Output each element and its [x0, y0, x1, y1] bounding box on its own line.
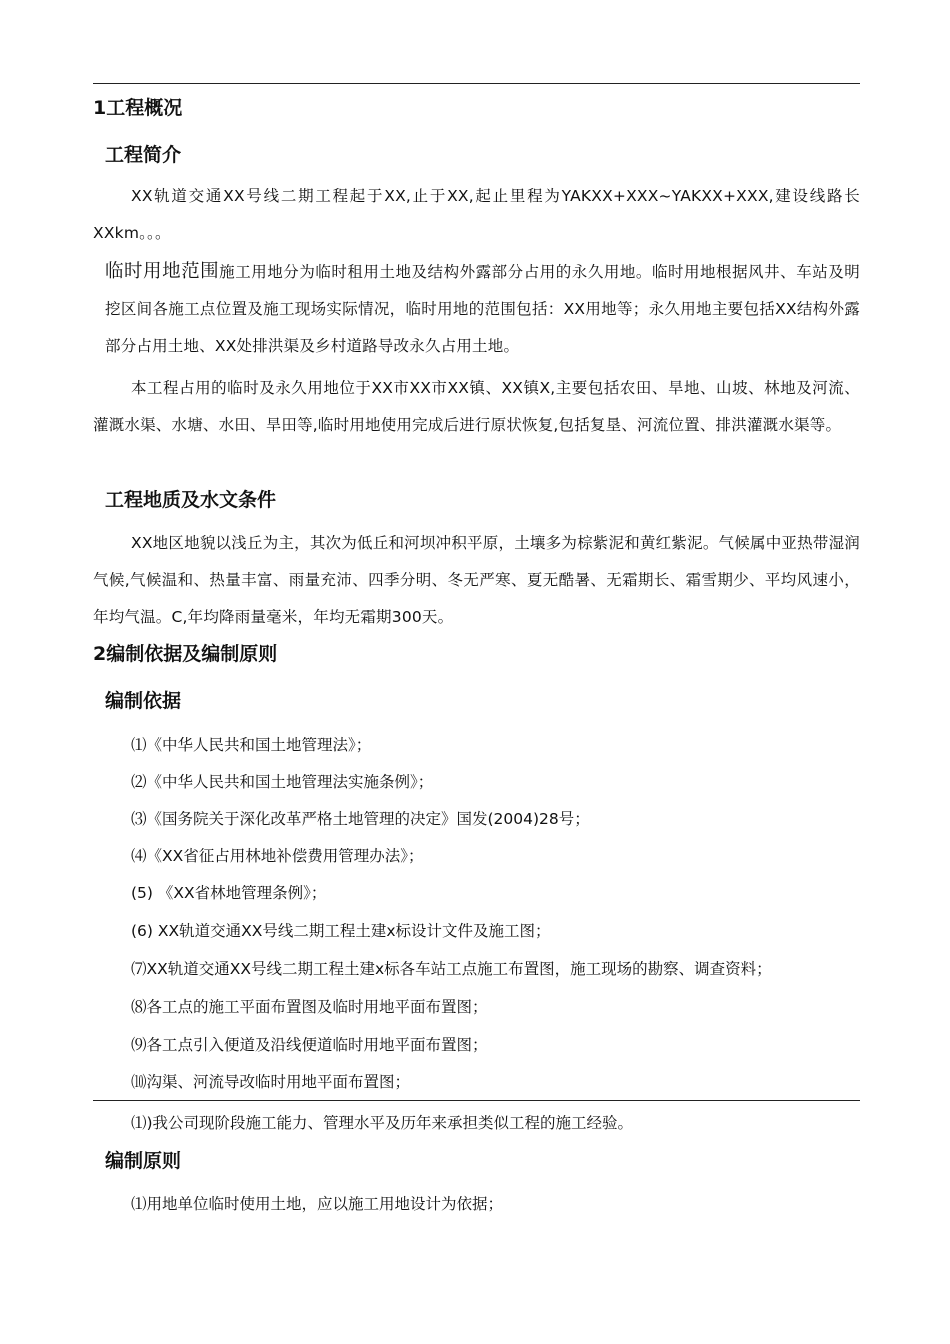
basis-item: ⑽沟渠、河流导改临时用地平面布置图； [131, 1073, 411, 1091]
section-2-1-title: 编制依据 [105, 690, 182, 712]
top-divider [93, 83, 860, 84]
section-1-title: 1工程概况 [93, 97, 183, 119]
section-1-2-title: 临时用地范围 [105, 261, 220, 282]
section-1-2-text: 施工用地分为临时租用土地及结构外露部分占用的永久用地。临时用地根据风井、车站及明挖区间各施工点位置及施工现场实际情况，临时用地的范围包括：XX用地等；永久用地主要包括XX结构外露部分占用土地、XX处排洪渠及乡村道路导改永久占用土地。 [105, 263, 860, 355]
basis-item: ⑷《XX省征占用林地补偿费用管理办法》； [131, 847, 424, 865]
basis-item: (6) XX轨道交通XX号线二期工程土建x标设计文件及施工图； [131, 922, 551, 940]
basis-item: (5) 《XX省林地管理条例》； [131, 884, 327, 902]
basis-item: ⑼各工点引入便道及沿线便道临时用地平面布置图； [131, 1036, 488, 1054]
section-1-2-paragraph-2: 本工程占用的临时及永久用地位于XX市XX市XX镇、XX镇X,主要包括农田、旱地、山坡、林地及河流、灌溉水渠、水塘、水田、旱田等,临时用地使用完成后进行原状恢复,包括复垦、河流位置、排洪灌溉水渠等。 [93, 379, 860, 434]
section-1-3-title: 工程地质及水文条件 [105, 489, 277, 511]
mid-divider [93, 1100, 860, 1101]
basis-item: ⑴)我公司现阶段施工能力、管理水平及历年来承担类似工程的施工经验。 [131, 1114, 634, 1132]
basis-item: ⑵《中华人民共和国土地管理法实施条例》； [131, 773, 434, 791]
basis-item: ⑻各工点的施工平面布置图及临时用地平面布置图； [131, 998, 488, 1016]
section-1-1-paragraph: XX轨道交通XX号线二期工程起于XX,止于XX,起止里程为YAKXX+XXX~YAKXX+XXX,建设线路长XXkm。。。 [93, 187, 860, 242]
section-1-1-title: 工程简介 [105, 144, 182, 166]
section-2-2-title: 编制原则 [105, 1150, 182, 1172]
section-1-3-paragraph: XX地区地貌以浅丘为主，其次为低丘和河坝冲积平原，土壤多为棕紫泥和黄红紫泥。气候属中亚热带湿润气候,气候温和、热量丰富、雨量充沛、四季分明、冬无严寒、夏无酷暑、无霜期长、霜雪期少、平均风速小，年均气温。C,年均降雨量毫米，年均无霜期300天。 [93, 534, 860, 626]
basis-item: ⑺XX轨道交通XX号线二期工程土建x标各车站工点施工布置图，施工现场的勘察、调查资料； [131, 960, 772, 978]
principle-item: ⑴用地单位临时使用土地，应以施工用地设计为依据； [131, 1195, 504, 1213]
section-2-title: 2编制依据及编制原则 [93, 643, 278, 665]
basis-item: ⑴《中华人民共和国土地管理法》； [131, 736, 372, 754]
section-1-2-paragraph [93, 253, 860, 365]
basis-item: ⑶《国务院关于深化改革严格土地管理的决定》国发(2004)28号； [131, 810, 590, 828]
